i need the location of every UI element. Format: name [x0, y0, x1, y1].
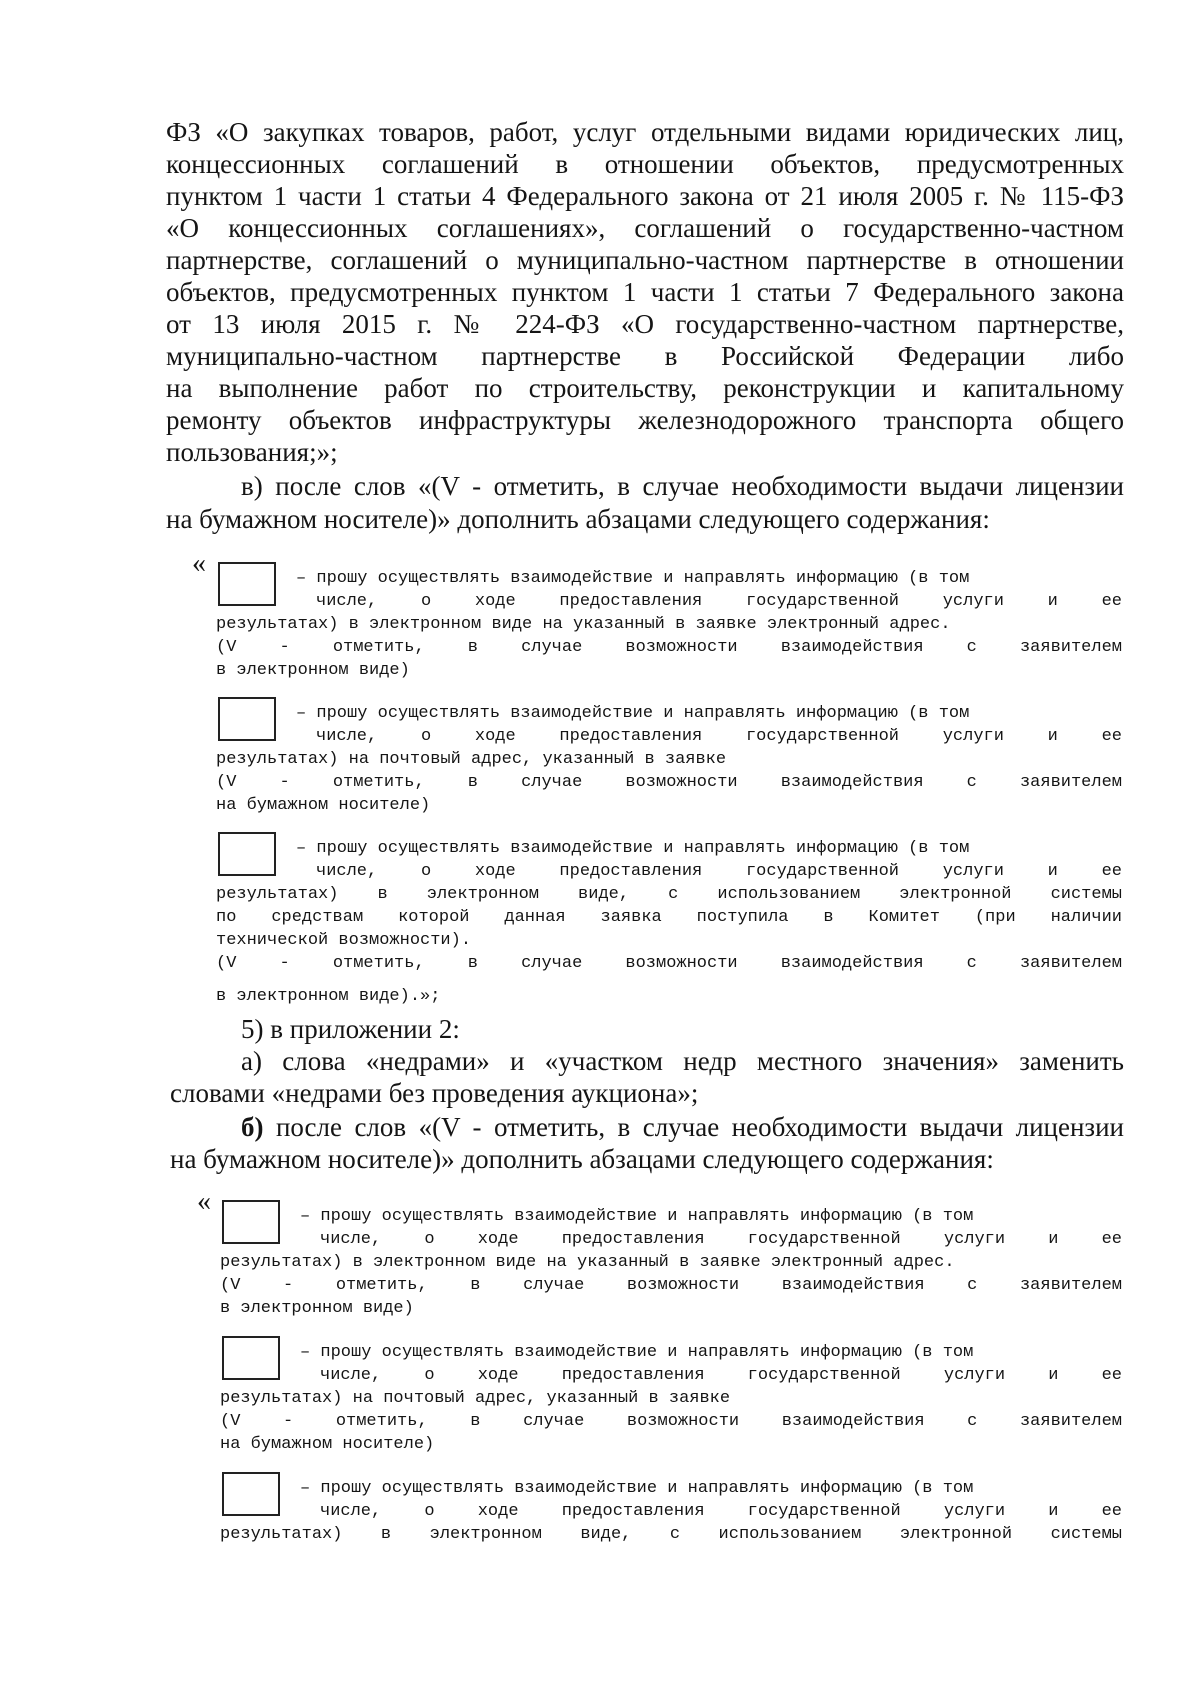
option-text: – прошу осуществлять взаимодействие и направлять информацию (в том	[300, 1479, 974, 1498]
option-note: (V - отметить, в случае возможности взаимодействия с заявителем	[216, 954, 1122, 973]
option-text: числе, о ходе предоставления государственной услуги и ее	[316, 727, 1122, 746]
option-text: результатах) в электронном виде на указанный в заявке электронный адрес.	[220, 1253, 955, 1272]
body-line: на бумажном носителе)» дополнить абзацами следующего содержания:	[170, 1144, 994, 1174]
body-line: от 13 июля 2015 г. № 224-ФЗ «О государственно-частном партнерстве,	[166, 309, 1124, 339]
body-line-rest: после слов «(V - отметить, в случае необходимости выдачи лицензии	[263, 1112, 1124, 1142]
option-text: результатах) на почтовый адрес, указанный в заявке	[216, 750, 727, 769]
option-text: числе, о ходе предоставления государственной услуги и ее	[320, 1230, 1122, 1249]
body-line: «О концессионных соглашениях», соглашений о государственно-частном	[166, 213, 1124, 243]
item-label: б)	[241, 1112, 264, 1142]
body-line: пользования;»;	[166, 437, 338, 467]
option-text: результатах) в электронном виде, с использованием электронной системы	[220, 1525, 1122, 1544]
option-note: (V - отметить, в случае возможности взаимодействия с заявителем	[220, 1412, 1122, 1431]
option-text: числе, о ходе предоставления государственной услуги и ее	[320, 1366, 1122, 1385]
option-text: числе, о ходе предоставления государственной услуги и ее	[320, 1502, 1122, 1521]
option-note: (V - отметить, в случае возможности взаимодействия с заявителем	[216, 638, 1122, 657]
checkbox-electronic-system[interactable]	[222, 1472, 280, 1516]
option-text: – прошу осуществлять взаимодействие и направлять информацию (в том	[296, 839, 970, 858]
body-line: а) слова «недрами» и «участком недр местного значения» заменить	[241, 1046, 1124, 1076]
option-note: на бумажном носителе)	[216, 796, 431, 815]
option-note: в электронном виде)	[220, 1299, 414, 1318]
option-text: технической возможности).	[216, 931, 472, 950]
body-line: партнерстве, соглашений о муниципально-частном партнерстве в отношении	[166, 245, 1124, 275]
option-note: в электронном виде).»;	[216, 987, 441, 1006]
option-text: – прошу осуществлять взаимодействие и направлять информацию (в том	[300, 1207, 974, 1226]
option-note: (V - отметить, в случае возможности взаимодействия с заявителем	[216, 773, 1122, 792]
body-line: ФЗ «О закупках товаров, работ, услуг отдельными видами юридических лиц,	[166, 117, 1124, 147]
option-text: результатах) на почтовый адрес, указанный в заявке	[220, 1389, 731, 1408]
option-text: результатах) в электронном виде на указанный в заявке электронный адрес.	[216, 615, 951, 634]
checkbox-electronic-address[interactable]	[222, 1200, 280, 1244]
option-note: в электронном виде)	[216, 661, 410, 680]
option-note: (V - отметить, в случае возможности взаимодействия с заявителем	[220, 1276, 1122, 1295]
body-line: муниципально-частном партнерстве в Российской Федерации либо	[166, 341, 1124, 371]
checkbox-electronic-address[interactable]	[218, 562, 276, 606]
checkbox-postal-address[interactable]	[218, 697, 276, 741]
option-text: – прошу осуществлять взаимодействие и направлять информацию (в том	[296, 569, 970, 588]
body-line: пунктом 1 части 1 статьи 4 Федерального закона от 21 июля 2005 г. № 115-ФЗ	[166, 181, 1124, 211]
body-line: на бумажном носителе)» дополнить абзацами следующего содержания:	[166, 504, 990, 534]
option-text: числе, о ходе предоставления государственной услуги и ее	[316, 592, 1122, 611]
body-line: в) после слов «(V - отметить, в случае необходимости выдачи лицензии	[241, 471, 1124, 501]
body-line: концессионных соглашений в отношении объектов, предусмотренных	[166, 149, 1124, 179]
body-line: ремонту объектов инфраструктуры железнодорожного транспорта общего	[166, 405, 1124, 435]
checkbox-postal-address[interactable]	[222, 1336, 280, 1380]
body-line: на выполнение работ по строительству, реконструкции и капитальному	[166, 373, 1124, 403]
opening-quote: «	[192, 548, 206, 579]
body-line: словами «недрами без проведения аукциона»;	[170, 1078, 699, 1108]
option-note: на бумажном носителе)	[220, 1435, 435, 1454]
option-text: результатах) в электронном виде, с использованием электронной системы	[216, 885, 1122, 904]
checkbox-electronic-system[interactable]	[218, 832, 276, 876]
option-text: – прошу осуществлять взаимодействие и направлять информацию (в том	[296, 704, 970, 723]
opening-quote: «	[197, 1186, 211, 1217]
body-line: объектов, предусмотренных пунктом 1 части 1 статьи 7 Федерального закона	[166, 277, 1124, 307]
option-text: числе, о ходе предоставления государственной услуги и ее	[316, 862, 1122, 881]
body-line: 5) в приложении 2:	[241, 1014, 460, 1044]
option-text: по средствам которой данная заявка поступила в Комитет (при наличии	[216, 908, 1122, 927]
option-text: – прошу осуществлять взаимодействие и направлять информацию (в том	[300, 1343, 974, 1362]
body-line	[241, 1111, 1124, 1143]
